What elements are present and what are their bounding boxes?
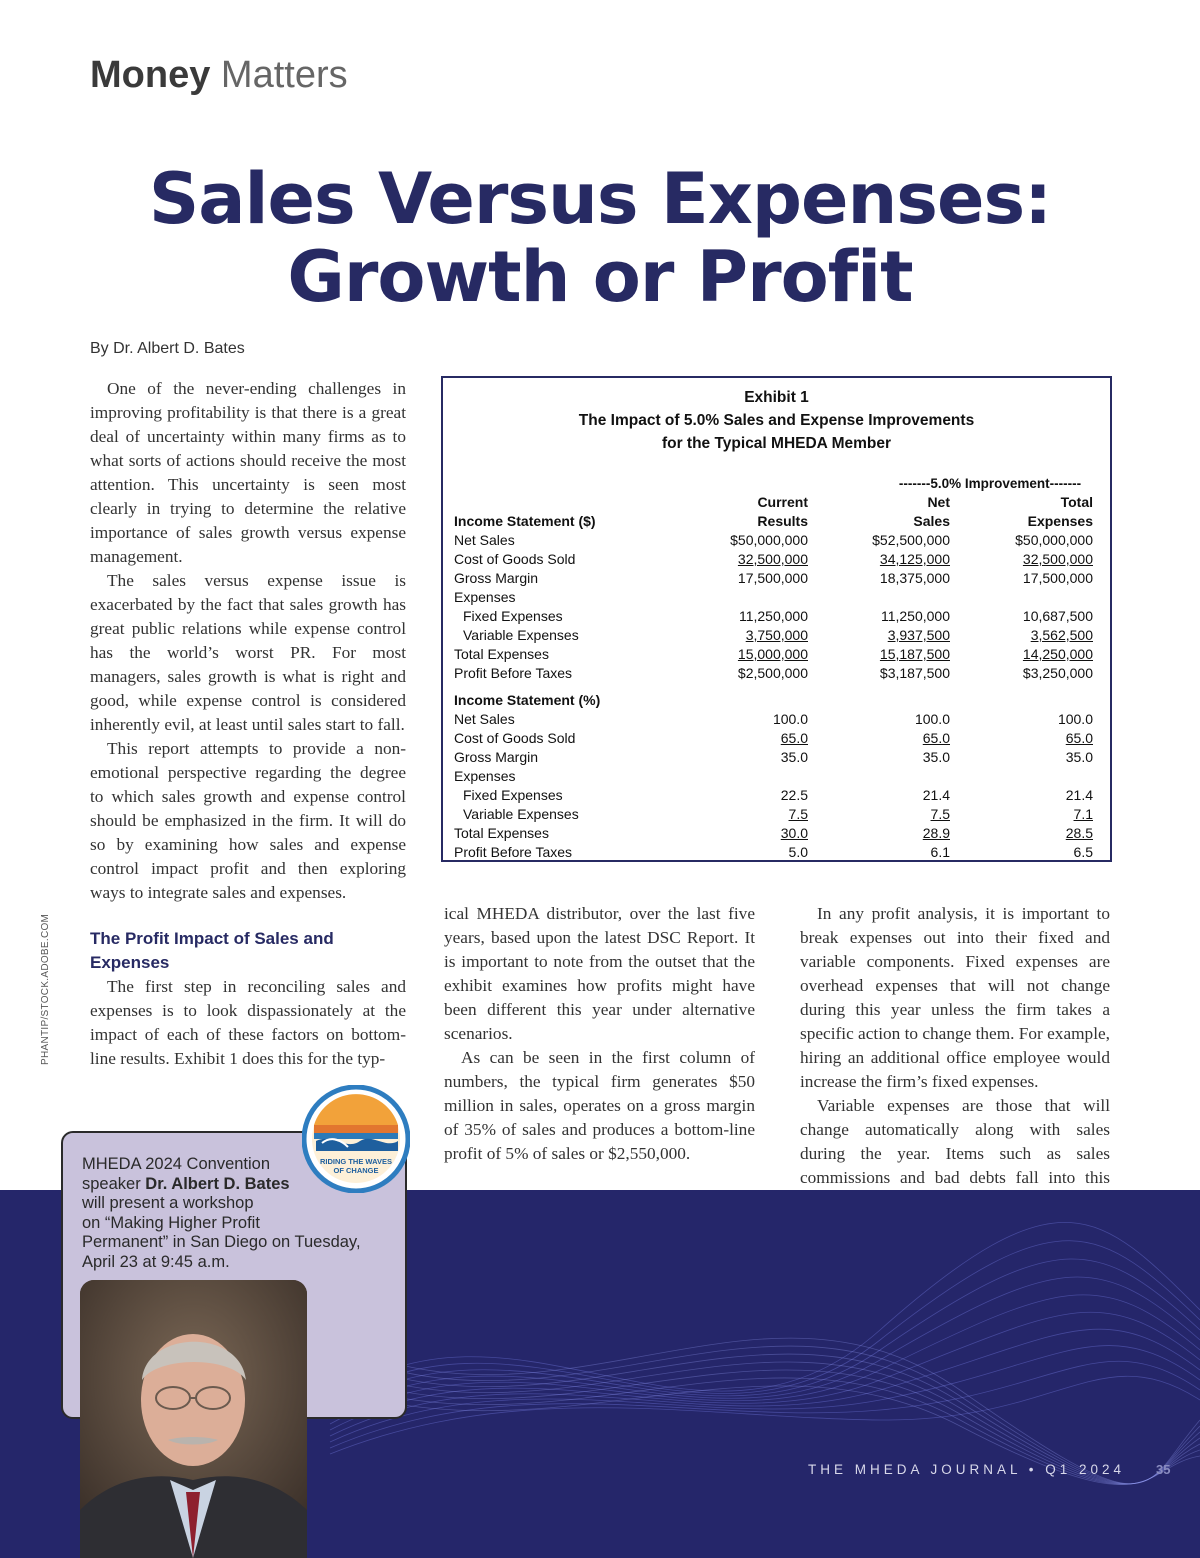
logo-text-line1: RIDING THE WAVES [320, 1157, 392, 1166]
cell-value: 35.0 [1065, 749, 1093, 765]
photo-credit: PHANTIP/STOCK.ADOBE.COM [40, 913, 51, 1065]
cell-value: 3,937,500 [887, 627, 950, 643]
column-header: Results [757, 513, 808, 529]
cell-value: 21.4 [922, 787, 950, 803]
cell-value: 6.1 [930, 844, 950, 860]
cell-value: 65.0 [922, 730, 950, 746]
subheading: The Profit Impact of Sales and Expenses [90, 929, 334, 972]
article-column-3 [800, 902, 1110, 1214]
callout-line: MHEDA 2024 Convention [82, 1155, 271, 1173]
row-label: Cost of Goods Sold [454, 551, 576, 567]
riding-the-waves-logo [302, 1085, 410, 1193]
row-label: Net Sales [454, 532, 515, 548]
cell-value: 11,250,000 [738, 608, 808, 624]
cell-value: $50,000,000 [730, 532, 808, 548]
cell-value: 28.5 [1065, 825, 1093, 841]
section-header-bold: Money [90, 54, 211, 96]
cell-value: 32,500,000 [1022, 551, 1093, 567]
row-label: Expenses [454, 589, 516, 605]
paragraph: The sales versus expense issue is exacerbated by the fact that sales growth has great public relations while expense control has the world’s worst PR. For most managers, sales growth is what is right and good, while expense control is considered inherently evil, at least until sales start to fall. [90, 571, 406, 734]
page-number: 35 [1156, 1462, 1171, 1477]
row-label: Expenses [454, 768, 516, 784]
table-row [443, 645, 1110, 664]
row-label: Total Expenses [454, 646, 549, 662]
cell-value: 17,500,000 [737, 570, 808, 586]
exhibit-subtitle-2: for the Typical MHEDA Member [661, 435, 892, 452]
callout-text: speaker [82, 1174, 146, 1193]
byline: By Dr. Albert D. Bates [90, 340, 245, 357]
table-row [443, 824, 1110, 843]
cell-value: 22.5 [780, 787, 808, 803]
cell-value: 65.0 [1065, 730, 1093, 746]
author-photo [80, 1280, 307, 1558]
cell-value: 14,250,000 [1022, 646, 1093, 662]
table-row [443, 626, 1110, 645]
cell-value: 7.5 [788, 806, 808, 822]
table-row [443, 767, 1110, 786]
article-column-1 [90, 377, 406, 1071]
column-header: Net [927, 494, 950, 510]
cell-value: 6.5 [1073, 844, 1093, 860]
column-header-row-2 [443, 512, 1110, 531]
cell-value: 65.0 [780, 730, 808, 746]
cell-value: 10,687,500 [1022, 608, 1093, 624]
row-label: Variable Expenses [463, 806, 579, 822]
table-row [443, 843, 1110, 862]
section-header [90, 52, 348, 98]
table-row [443, 607, 1110, 626]
cell-value: 15,000,000 [737, 646, 808, 662]
paragraph: One of the never-ending challenges in improving profitability is that there is a great deal of uncertainty within many firms as to what sorts of actions should receive the most attention. This uncertainty is seen most clearly in trying to determine the relative importance of sales growth versus expense management. [90, 379, 406, 566]
article-title [0, 160, 1200, 316]
section-label: Income Statement ($) [454, 513, 596, 529]
cell-value: 34,125,000 [879, 551, 950, 567]
cell-value: 17,500,000 [1022, 570, 1093, 586]
cell-value: 100.0 [1057, 711, 1093, 727]
improvement-header: -------5.0% Improvement------- [898, 476, 1082, 491]
callout-line: will present a workshop [82, 1194, 254, 1212]
logo-badge-icon [302, 1085, 410, 1193]
row-label: Gross Margin [454, 749, 539, 765]
article-title-line1: Sales Versus Expenses: [148, 158, 1052, 240]
row-label: Profit Before Taxes [454, 844, 573, 860]
exhibit-table [441, 376, 1112, 862]
cell-value: 28.9 [922, 825, 950, 841]
section-header-light: Matters [220, 54, 348, 96]
paragraph: This report attempts to provide a non-emotional perspective regarding the degree to which sales growth and expense control should be emphasized in the firm. It will do so by examining how sales and expense control impact profit and then exploring ways to integrate sales and expenses. [90, 739, 406, 902]
table-row [443, 664, 1110, 683]
table-row [443, 786, 1110, 805]
row-label: Total Expenses [454, 825, 549, 841]
column-header: Expenses [1027, 513, 1093, 529]
cell-value: $50,000,000 [1015, 532, 1093, 548]
cell-value: 35.0 [780, 749, 808, 765]
table-row [443, 805, 1110, 824]
article-column-2 [444, 902, 755, 1166]
cell-value: 35.0 [922, 749, 950, 765]
author-portrait-image [80, 1280, 307, 1558]
paragraph: The first step in reconciling sales and expenses is to look dispassionately at the impact of each of these factors on bottom-line results. Exhibit 1 does this for the typ- [90, 977, 406, 1068]
cell-value: 3,562,500 [1030, 627, 1093, 643]
table-row [443, 588, 1110, 607]
row-label: Profit Before Taxes [454, 665, 573, 681]
cell-value: 7.1 [1073, 806, 1093, 822]
cell-value: 30.0 [780, 825, 808, 841]
row-label: Fixed Expenses [463, 787, 563, 803]
row-label: Gross Margin [454, 570, 539, 586]
cell-value: $3,250,000 [1022, 665, 1093, 681]
speaker-name: Dr. Albert D. Bates [145, 1174, 290, 1193]
callout-line: Permanent” in San Diego on Tuesday, [82, 1233, 361, 1251]
cell-value: 3,750,000 [745, 627, 808, 643]
cell-value: 100.0 [914, 711, 950, 727]
cell-value: $3,187,500 [879, 665, 950, 681]
section-label: Income Statement (%) [454, 692, 601, 708]
table-row [443, 531, 1110, 550]
cell-value: 5.0 [788, 844, 808, 860]
cell-value: $52,500,000 [872, 532, 950, 548]
table-row [443, 550, 1110, 569]
cell-value: $2,500,000 [737, 665, 808, 681]
logo-text-line2: OF CHANGE [333, 1166, 379, 1175]
row-label: Fixed Expenses [463, 608, 563, 624]
cell-value: 18,375,000 [879, 570, 950, 586]
column-header-row-1 [443, 493, 1110, 512]
paragraph: Variable expenses are those that will change automatically along with sales during the year. Items such as sales commissions and bad debts fall into this [800, 1096, 1110, 1187]
cell-value: 11,250,000 [880, 608, 950, 624]
column-header: Total [1060, 494, 1093, 510]
row-label: Variable Expenses [463, 627, 579, 643]
cell-value: 15,187,500 [879, 646, 950, 662]
row-label: Net Sales [454, 711, 515, 727]
table-row [443, 569, 1110, 588]
cell-value: 32,500,000 [737, 551, 808, 567]
table-row [443, 710, 1110, 729]
section-label-row [443, 691, 1110, 710]
exhibit-title: Exhibit 1 [744, 389, 809, 406]
journal-footer: THE MHEDA JOURNAL • Q1 2024 [808, 1462, 1126, 1477]
cell-value: 100.0 [772, 711, 808, 727]
callout-line: on “Making Higher Profit [82, 1213, 260, 1232]
callout-line: April 23 at 9:45 a.m. [82, 1252, 230, 1271]
exhibit-subtitle: The Impact of 5.0% Sales and Expense Improvements [578, 412, 975, 429]
article-title-line2: Growth or Profit [287, 236, 913, 318]
column-header: Sales [913, 513, 950, 529]
column-header: Current [757, 494, 808, 510]
table-row [443, 729, 1110, 748]
table-row [443, 748, 1110, 767]
row-label: Cost of Goods Sold [454, 730, 576, 746]
cell-value: 7.5 [930, 806, 950, 822]
paragraph: ical MHEDA distributor, over the last five years, based upon the latest DSC Report. It is important to note from the outset that the exhibit examines how profits might have been different this year under alternative scenarios. [444, 904, 755, 1043]
cell-value: 21.4 [1065, 787, 1093, 803]
paragraph: In any profit analysis, it is important to break expenses out into their fixed and variable components. Fixed expenses are overhead expenses that will not change during this year unless the firm takes a specific action to change them. For example, hiring an additional office employee would increase the firm’s fixed expenses. [800, 904, 1110, 1091]
paragraph: As can be seen in the first column of numbers, the typical firm generates $50 million in sales, operates on a gross margin of 35% of sales and produces a bottom-line profit of 5% of sales or $2,550,000. [444, 1048, 755, 1163]
